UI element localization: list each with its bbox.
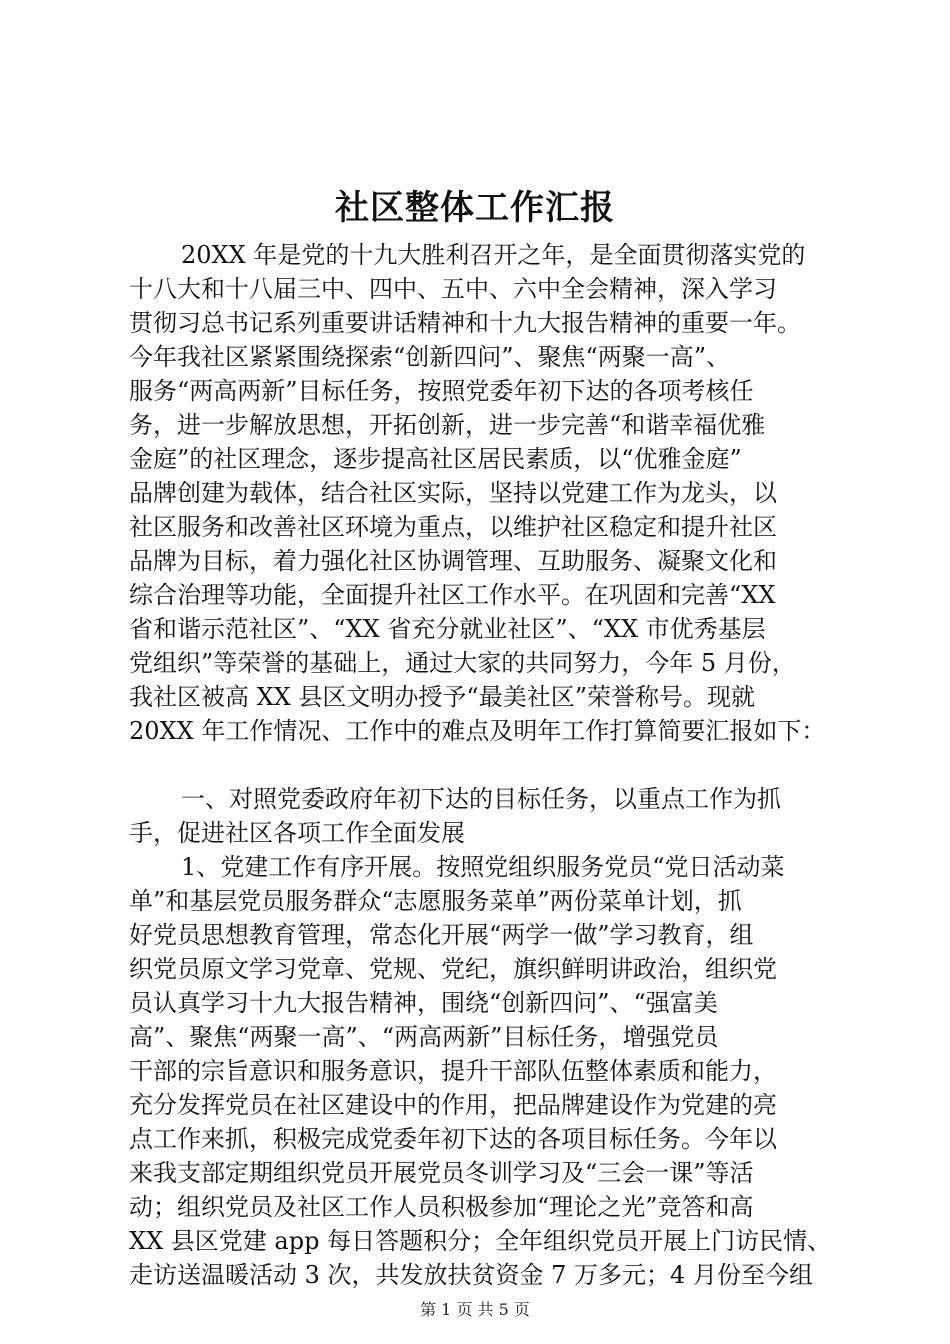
body-line: 走访送温暖活动 3 次，共发放扶贫资金 7 万多元；4 月份至今组 (129, 1261, 813, 1289)
body-line: XX 县区党建 app 每日答题积分；全年组织党员开展上门访民情、 (129, 1227, 832, 1255)
body-line: 综合治理等功能，全面提升社区工作水平。在巩固和完善“XX (129, 581, 776, 609)
body-line: 贯彻习总书记系列重要讲话精神和十九大报告精神的重要一年。 (129, 309, 801, 337)
body-line: 党组织”等荣誉的基础上，通过大家的共同努力，今年 5 月份， (129, 649, 796, 677)
section-heading-line: 一、对照党委政府年初下达的目标任务，以重点工作为抓 (181, 785, 781, 813)
body-line: 品牌为目标，着力强化社区协调管理、互助服务、凝聚文化和 (129, 547, 777, 575)
page-number-footer: 第 1 页 共 5 页 (420, 1300, 530, 1319)
body-line: 十八大和十八届三中、四中、五中、六中全会精神，深入学习 (129, 275, 777, 303)
section-heading-line: 手，促进社区各项工作全面发展 (129, 819, 465, 847)
body-line: 织党员原文学习党章、党规、党纪，旗织鲜明讲政治，组织党 (129, 955, 777, 983)
body-line: 20XX 年工作情况、工作中的难点及明年工作打算简要汇报如下： (129, 717, 826, 745)
body-line: 充分发挥党员在社区建设中的作用，把品牌建设作为党建的亮 (129, 1091, 777, 1119)
body-line: 动；组织党员及社区工作人员积极参加“理论之光”竞答和高 (129, 1193, 754, 1221)
body-line: 来我支部定期组织党员开展党员冬训学习及“三会一课”等活 (129, 1159, 754, 1187)
body-line: 20XX 年是党的十九大胜利召开之年，是全面贯彻落实党的 (181, 241, 806, 269)
body-line: 金庭”的社区理念，逐步提高社区居民素质，以“优雅金庭” (129, 445, 742, 473)
body-line: 单”和基层党员服务群众“志愿服务菜单”两份菜单计划，抓 (129, 887, 742, 915)
body-line: 员认真学习十九大报告精神，围绕“创新四问”、“强富美 (129, 989, 718, 1017)
body-line: 社区服务和改善社区环境为重点，以维护社区稳定和提升社区 (129, 513, 777, 541)
body-line: 点工作来抓，积极完成党委年初下达的各项目标任务。今年以 (129, 1125, 777, 1153)
body-line: 品牌创建为载体，结合社区实际，坚持以党建工作为龙头，以 (129, 479, 777, 507)
body-line: 1、党建工作有序开展。按照党组织服务党员“党日活动菜 (181, 853, 785, 881)
body-line: 高”、聚焦“两聚一高”、“两高两新”目标任务，增强党员 (129, 1023, 719, 1051)
body-line: 我社区被高 XX 县区文明办授予“最美社区”荣誉称号。现就 (129, 683, 755, 711)
body-line: 今年我社区紧紧围绕探索“创新四问”、聚焦“两聚一高”、 (129, 343, 731, 371)
body-line: 服务“两高两新”目标任务，按照党委年初下达的各项考核任 (129, 377, 754, 405)
document-title: 社区整体工作汇报 (335, 188, 615, 228)
body-line: 好党员思想教育管理，常态化开展“两学一做”学习教育，组 (129, 921, 754, 949)
body-line: 干部的宗旨意识和服务意识，提升干部队伍整体素质和能力， (129, 1057, 777, 1085)
body-line: 务，进一步解放思想，开拓创新，进一步完善“和谐幸福优雅 (129, 411, 766, 439)
body-line: 省和谐示范社区”、“XX 省充分就业社区”、“XX 市优秀基层 (129, 615, 766, 643)
